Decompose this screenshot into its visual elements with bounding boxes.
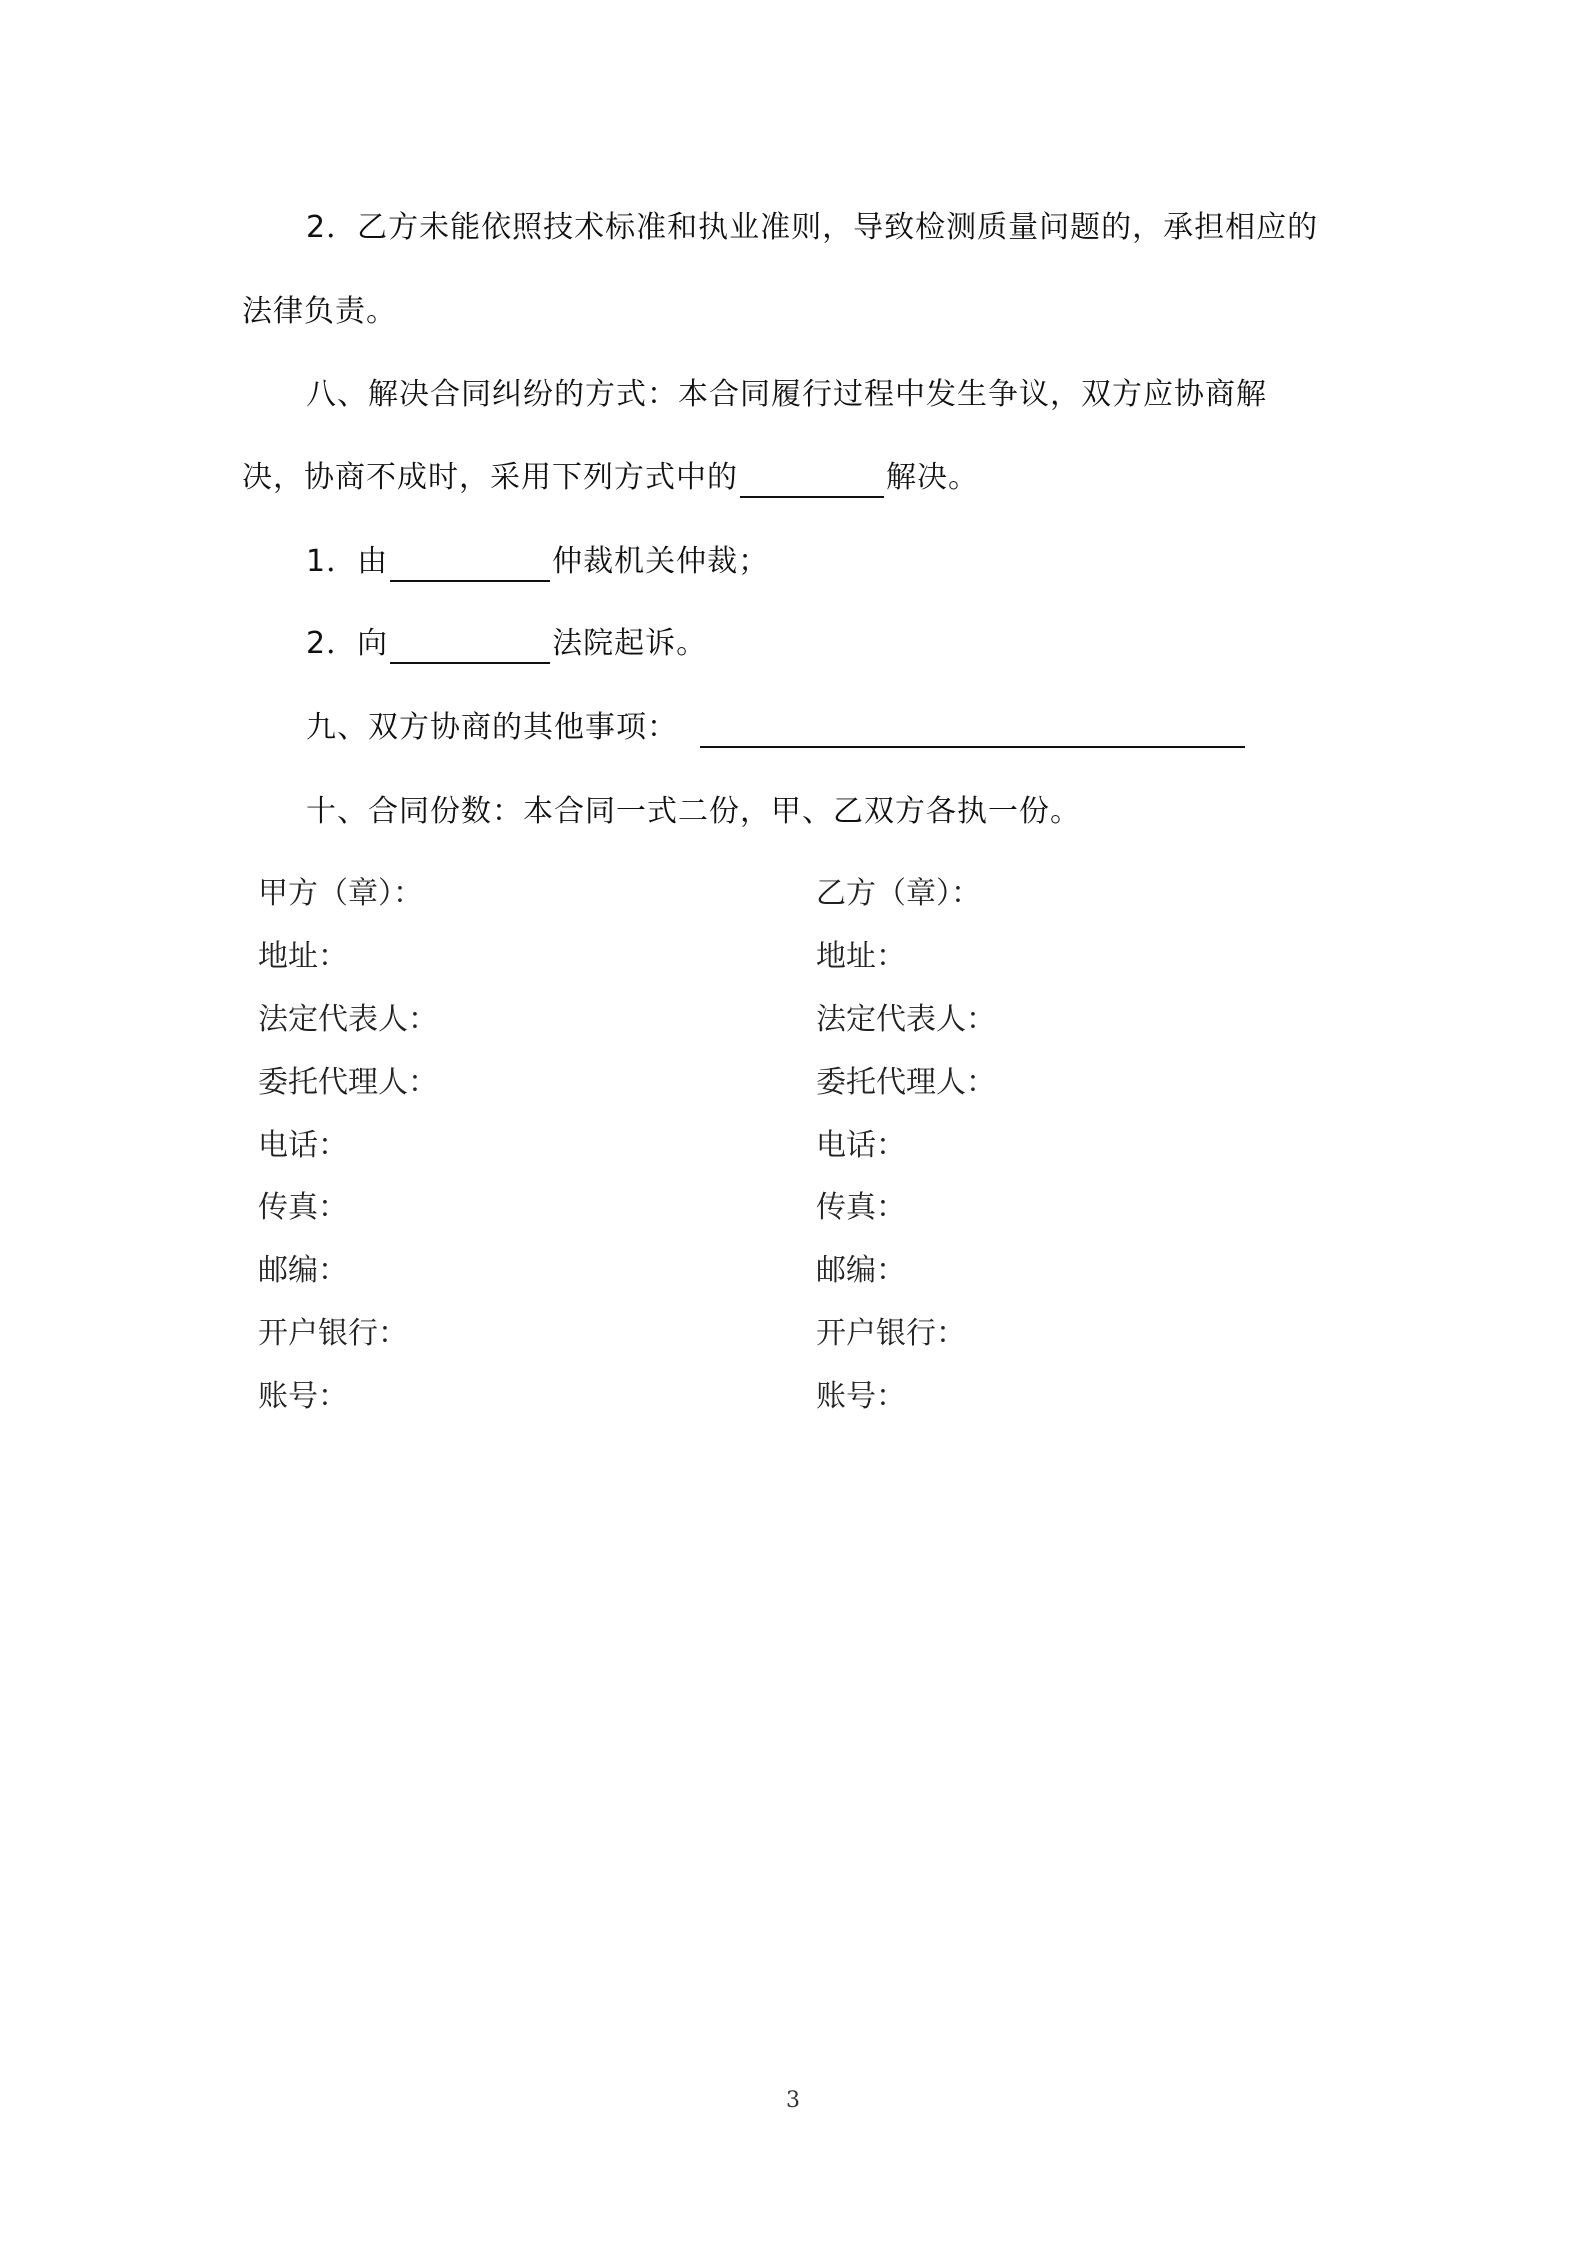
party-b-address: 地址： (816, 939, 906, 974)
option-2-text-after: 法院起诉。 (552, 626, 708, 661)
clause-8-option-arbitration (306, 542, 769, 582)
clause-10: 十、合同份数：本合同一式二份，甲、乙双方各执一份。 (306, 794, 1081, 829)
party-b-title: 乙方（章）： (816, 876, 981, 911)
party-a-phone: 电话： (258, 1128, 348, 1163)
party-a-fax: 传真： (258, 1190, 348, 1225)
dispute-method-blank[interactable] (740, 462, 884, 498)
party-b-agent: 委托代理人： (816, 1065, 996, 1100)
option-1-text-after: 仲裁机关仲裁； (552, 544, 770, 579)
party-a-account: 账号： (258, 1379, 348, 1414)
party-b-postcode: 邮编： (816, 1253, 906, 1288)
page-number: 3 (786, 2088, 800, 2113)
option-2-text-before: 2．向 (306, 626, 389, 661)
party-a-address: 地址： (258, 939, 348, 974)
party-b-legal-rep: 法定代表人： (816, 1002, 996, 1037)
clause-8-option-court (306, 624, 707, 664)
clause-8-line-2 (242, 458, 979, 498)
clause-8-line-2-text-after: 解决。 (886, 460, 979, 495)
party-a-bank: 开户银行： (258, 1316, 408, 1351)
clause-8-line-2-text-before: 决，协商不成时，采用下列方式中的 (242, 460, 738, 495)
party-a-title: 甲方（章）： (258, 876, 423, 911)
clause-9 (306, 708, 1247, 748)
party-b-bank: 开户银行： (816, 1316, 966, 1351)
other-matters-blank[interactable] (700, 712, 1245, 748)
party-b-account: 账号： (816, 1379, 906, 1414)
party-b-fax: 传真： (816, 1190, 906, 1225)
party-b-phone: 电话： (816, 1128, 906, 1163)
clause-7-2-line-1: 2．乙方未能依照技术标准和执业准则，导致检测质量问题的，承担相应的 (306, 210, 1319, 245)
clause-8-line-1: 八、解决合同纠纷的方式：本合同履行过程中发生争议，双方应协商解 (306, 377, 1267, 412)
party-a-legal-rep: 法定代表人： (258, 1002, 438, 1037)
arbitration-body-blank[interactable] (390, 546, 550, 582)
party-a-agent: 委托代理人： (258, 1065, 438, 1100)
clause-7-2-line-2: 法律负责。 (242, 294, 397, 329)
clause-9-text: 九、双方协商的其他事项： (306, 710, 678, 745)
option-1-text-before: 1．由 (306, 544, 389, 579)
party-a-postcode: 邮编： (258, 1253, 348, 1288)
court-name-blank[interactable] (390, 628, 550, 664)
